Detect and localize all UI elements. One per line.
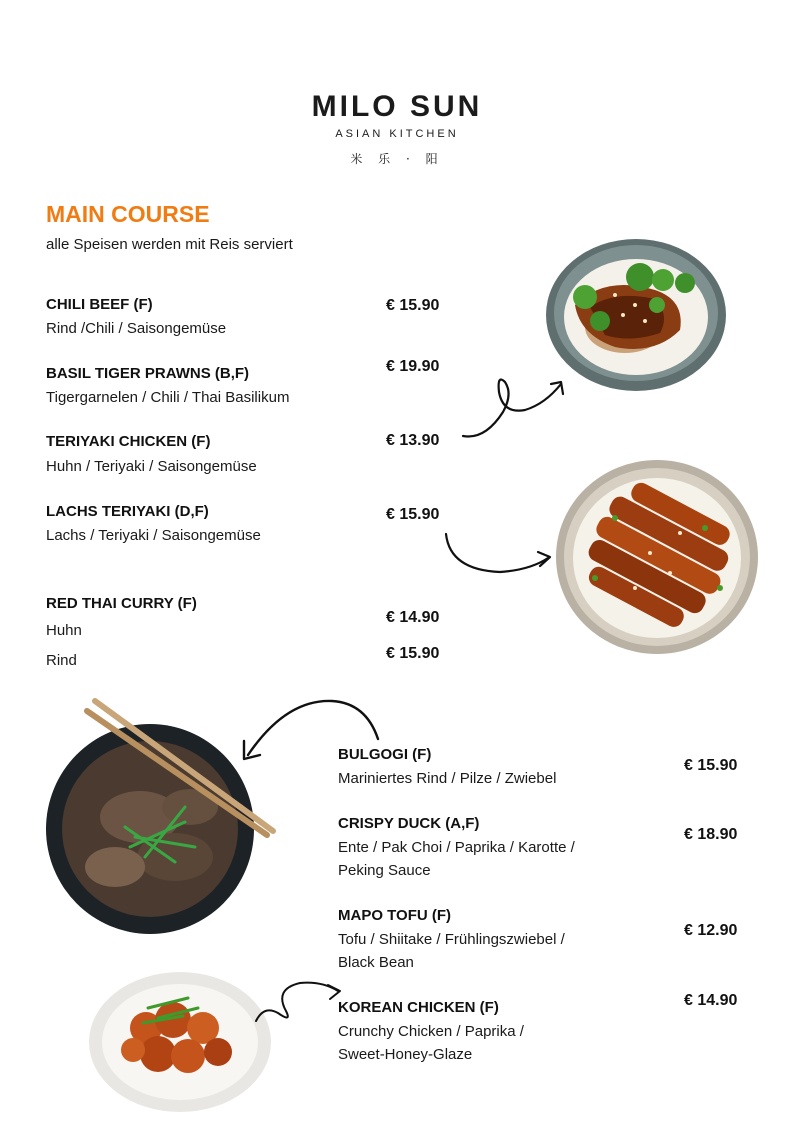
menu-item-desc: Tigergarnelen / Chili / Thai Basilikum — [46, 389, 290, 406]
menu-item-name: TERIYAKI CHICKEN (F) — [46, 433, 211, 450]
menu-item-price: € 15.90 — [386, 297, 440, 314]
menu-item-desc: Lachs / Teriyaki / Saisongemüse — [46, 527, 261, 544]
menu-item-price: € 15.90 — [386, 506, 440, 523]
menu-item-price: € 19.90 — [386, 358, 440, 375]
curry-option-price: € 15.90 — [386, 645, 440, 662]
restaurant-logo-chinese: 米 乐 · 阳 — [350, 152, 444, 166]
menu-item-desc: Tofu / Shiitake / Frühlingszwiebel / — [338, 931, 565, 948]
menu-item-name: CRISPY DUCK (A,F) — [338, 815, 480, 832]
glazed-chicken-rice-photo — [555, 458, 759, 656]
menu-item-desc: Peking Sauce — [338, 862, 431, 879]
menu-item-desc: Sweet-Honey-Glaze — [338, 1046, 473, 1063]
menu-item-name: LACHS TERIYAKI (D,F) — [46, 503, 209, 520]
menu-item-price: € 15.90 — [684, 757, 738, 774]
curry-option-label: Huhn — [46, 622, 82, 639]
menu-item-name: BASIL TIGER PRAWNS (B,F) — [46, 365, 250, 382]
curry-option-label: Rind — [46, 652, 77, 669]
menu-item-desc: Black Bean — [338, 954, 414, 971]
menu-item-desc: Rind /Chili / Saisongemüse — [46, 320, 227, 337]
korean-chicken-plate-photo — [88, 968, 272, 1114]
arrow-to-bowl-icon — [455, 370, 575, 450]
menu-item-desc: Crunchy Chicken / Paprika / — [338, 1023, 524, 1040]
menu-item-desc: Huhn / Teriyaki / Saisongemüse — [46, 458, 257, 475]
arrow-to-bulgogi-icon — [236, 695, 386, 770]
menu-item-desc: Mariniertes Rind / Pilze / Zwiebel — [338, 770, 557, 787]
menu-item-name: CHILI BEEF (F) — [46, 296, 153, 313]
section-subtitle: alle Speisen werden mit Reis serviert — [46, 236, 293, 253]
menu-item-price: € 13.90 — [386, 432, 440, 449]
menu-item-name: KOREAN CHICKEN (F) — [338, 999, 499, 1016]
menu-item-price: € 14.90 — [684, 992, 738, 1009]
arrow-to-korean-chicken-icon — [252, 975, 347, 1030]
menu-item-name: RED THAI CURRY (F) — [46, 595, 197, 612]
menu-item-name: MAPO TOFU (F) — [338, 907, 452, 924]
menu-item-desc: Ente / Pak Choi / Paprika / Karotte / — [338, 839, 575, 856]
restaurant-logo-subtitle: ASIAN KITCHEN — [335, 128, 459, 140]
menu-item-name: BULGOGI (F) — [338, 746, 432, 763]
menu-item-price: € 12.90 — [684, 922, 738, 939]
arrow-to-chicken-icon — [440, 530, 560, 580]
restaurant-logo-title: MILO SUN — [311, 90, 483, 123]
curry-option-price: € 14.90 — [386, 609, 440, 626]
menu-item-price: € 18.90 — [684, 826, 738, 843]
section-title: MAIN COURSE — [46, 201, 210, 227]
